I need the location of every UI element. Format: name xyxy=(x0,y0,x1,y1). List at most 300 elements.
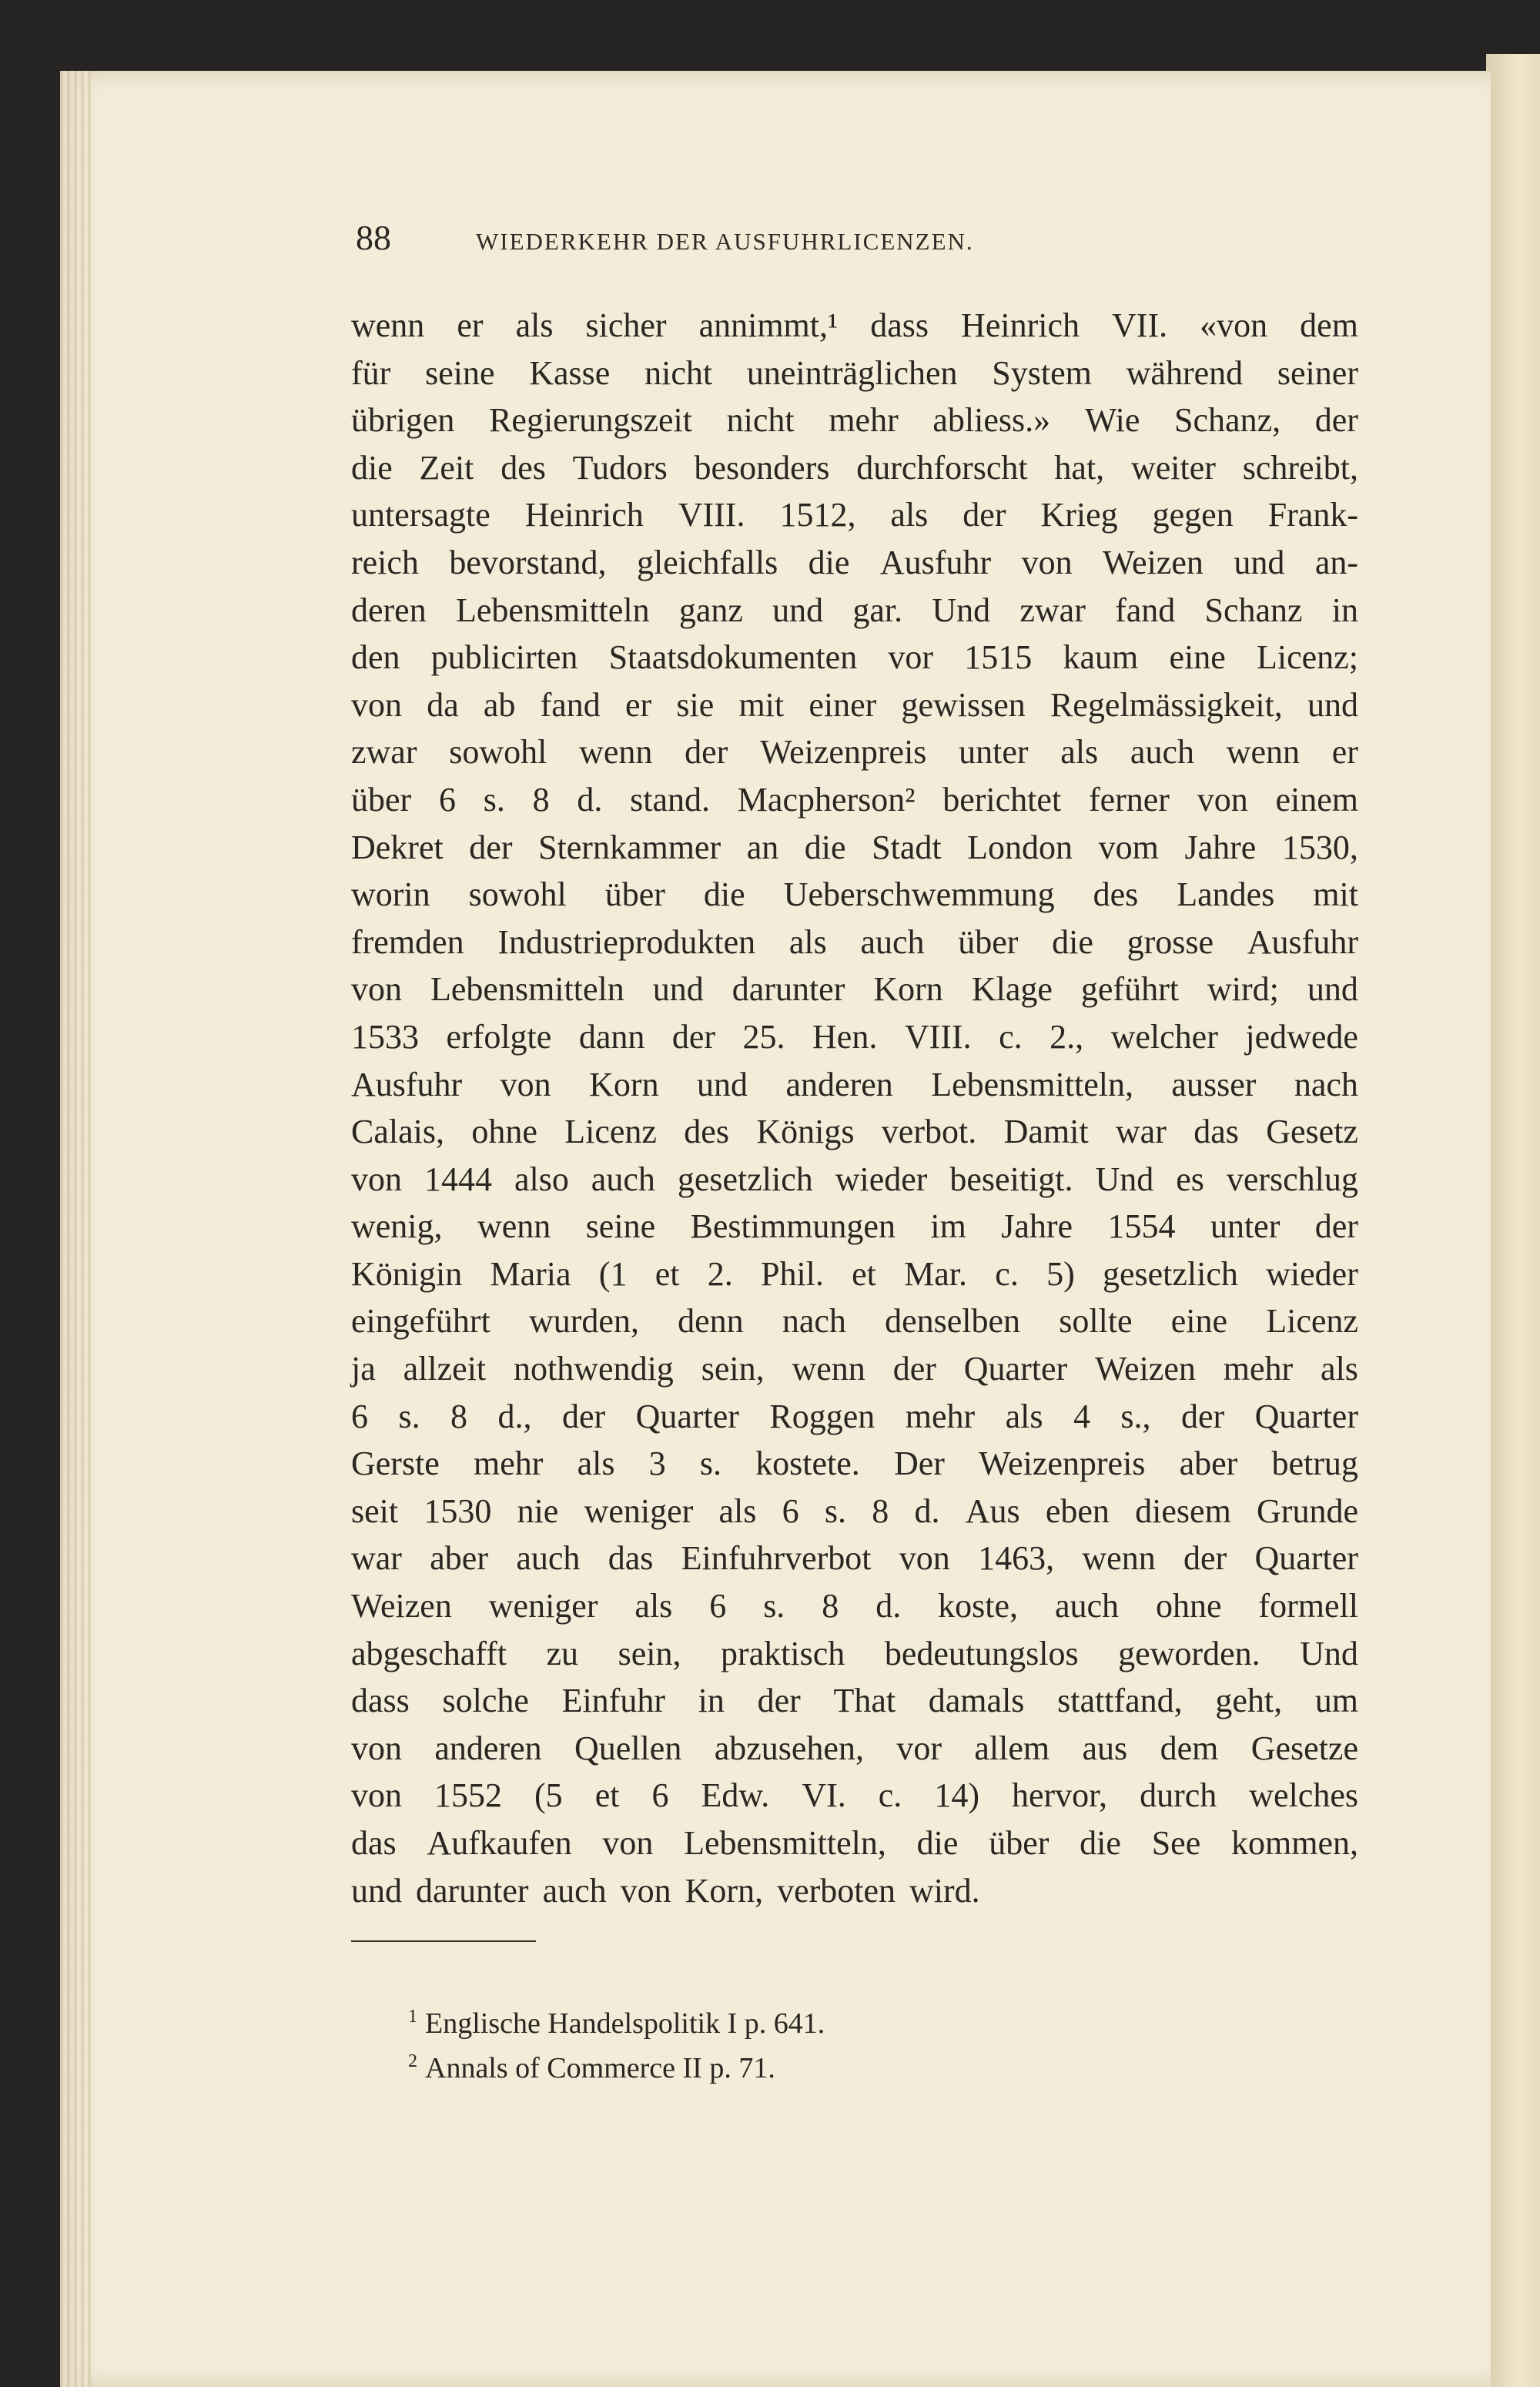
word: der xyxy=(892,1350,936,1388)
word: der xyxy=(1183,1539,1227,1578)
word: ferner xyxy=(1088,780,1170,819)
word: welches xyxy=(1249,1776,1358,1815)
word: denselben xyxy=(885,1302,1021,1341)
word: weiter xyxy=(1130,448,1216,487)
word: sowohl xyxy=(468,875,567,914)
text-line xyxy=(351,966,1358,1013)
text-line xyxy=(351,919,1358,966)
word: Quarter xyxy=(963,1350,1068,1388)
word: mit xyxy=(1313,875,1358,914)
word: VIII. xyxy=(904,1017,972,1056)
word: Ausfuhr xyxy=(879,543,992,581)
word: Tudors xyxy=(572,448,668,487)
word: Einfuhr xyxy=(561,1682,665,1720)
word: VI. xyxy=(802,1776,846,1815)
word: die xyxy=(351,448,393,487)
word: über xyxy=(604,875,665,914)
word: zwar xyxy=(1019,591,1086,629)
footnote-marker: 1 xyxy=(408,2007,417,2027)
word: von xyxy=(602,1824,654,1862)
word: fremden xyxy=(351,922,464,961)
word: über xyxy=(351,780,412,819)
word: ab xyxy=(483,685,516,724)
word: als xyxy=(634,1587,673,1625)
word: 1463, xyxy=(978,1539,1055,1578)
word: verboten xyxy=(777,1871,896,1910)
word: zu xyxy=(546,1634,579,1672)
word: vor xyxy=(896,1729,942,1767)
word: Heinrich xyxy=(524,496,644,534)
word: Edw. xyxy=(701,1776,770,1815)
word: bedeutungslos xyxy=(884,1634,1079,1672)
word: d. xyxy=(875,1587,902,1625)
word: s. xyxy=(699,1445,721,1483)
word: darunter xyxy=(416,1871,529,1910)
word: vor xyxy=(888,638,934,677)
word: Schanz xyxy=(1204,591,1303,629)
word: geht, xyxy=(1215,1682,1283,1720)
word: kaum xyxy=(1063,638,1139,677)
word: 6 xyxy=(709,1587,727,1625)
word: im xyxy=(930,1207,966,1246)
word: mit xyxy=(738,685,785,724)
word: nach xyxy=(782,1302,846,1341)
word: 1515 xyxy=(964,638,1033,677)
word: von xyxy=(351,970,402,1009)
word: dass xyxy=(351,1682,410,1720)
text-line xyxy=(351,1345,1358,1393)
word: See xyxy=(1151,1824,1201,1862)
word: des xyxy=(1093,875,1139,914)
text-line xyxy=(351,491,1358,539)
word: Jahre xyxy=(1184,828,1257,866)
word: und xyxy=(772,591,824,629)
text-line xyxy=(351,1203,1358,1250)
word: der xyxy=(962,496,1006,534)
word: unter xyxy=(1210,1207,1281,1246)
word: als xyxy=(890,496,929,534)
word: 5) xyxy=(1046,1254,1075,1293)
word: 3 xyxy=(648,1445,666,1483)
word: mehr xyxy=(1223,1350,1294,1388)
word: von xyxy=(500,1065,551,1103)
word: da xyxy=(427,685,459,724)
word: Quarter xyxy=(635,1397,739,1435)
word: Regelmässigkeit, xyxy=(1050,685,1283,724)
word: (5 xyxy=(534,1776,563,1815)
word: et xyxy=(852,1254,876,1293)
word: System xyxy=(992,353,1092,392)
word: Lebensmitteln xyxy=(430,970,624,1009)
word: gleichfalls xyxy=(636,543,778,581)
word: der xyxy=(685,733,728,772)
word: wenn xyxy=(792,1350,865,1388)
word: wird. xyxy=(909,1871,980,1910)
word: hat, xyxy=(1054,448,1105,487)
text-line xyxy=(351,1867,1358,1915)
word: Weizen xyxy=(351,1587,452,1625)
word: eine xyxy=(1170,1302,1228,1341)
word: Weizen xyxy=(1095,1350,1196,1388)
word: Weizenpreis xyxy=(760,733,927,772)
word: zwar xyxy=(351,733,417,772)
word: ausser xyxy=(1171,1065,1257,1103)
word: dem xyxy=(1300,306,1358,344)
word: war xyxy=(1115,1113,1167,1151)
word: 1552 xyxy=(434,1776,503,1815)
word: die xyxy=(804,828,846,866)
word: Licenz xyxy=(564,1113,657,1151)
word: betrug xyxy=(1271,1445,1358,1483)
word: auch xyxy=(1054,1587,1120,1625)
word: Der xyxy=(893,1445,945,1483)
text-line xyxy=(351,1156,1358,1204)
word: den xyxy=(351,638,400,677)
word: 14) xyxy=(934,1776,979,1815)
word: Ausfuhr xyxy=(351,1065,463,1103)
word: war xyxy=(351,1539,402,1578)
word: allem xyxy=(974,1729,1050,1767)
word: worin xyxy=(351,875,430,914)
word: welcher xyxy=(1110,1017,1218,1056)
word: Mar. xyxy=(904,1254,968,1293)
word: abzusehen, xyxy=(714,1729,864,1767)
word: uneinträglichen xyxy=(746,353,958,392)
word: nicht xyxy=(726,401,795,440)
word: er xyxy=(457,306,484,344)
word: einem xyxy=(1275,780,1358,819)
text-line xyxy=(351,1108,1358,1156)
word: geworden. xyxy=(1118,1634,1260,1672)
word: d. xyxy=(914,1491,940,1530)
word: seine xyxy=(585,1207,656,1246)
word: an- xyxy=(1314,543,1358,581)
word: auch xyxy=(542,1871,607,1910)
footnote-text: Annals of Commerce II p. 71. xyxy=(425,2052,775,2084)
word: der xyxy=(757,1682,801,1720)
word: wenn xyxy=(477,1207,551,1246)
word: c. xyxy=(999,1017,1023,1056)
text-line xyxy=(351,1488,1358,1535)
page-number: 88 xyxy=(356,218,391,257)
body-text xyxy=(351,302,1358,1914)
text-line xyxy=(351,1535,1358,1582)
word: 2., xyxy=(1050,1017,1084,1056)
word: Quarter xyxy=(1254,1397,1358,1435)
word: eine xyxy=(1169,638,1226,677)
word: auch xyxy=(1130,733,1194,772)
word: auch xyxy=(516,1539,581,1578)
word: c. xyxy=(878,1776,902,1815)
word: von xyxy=(351,1729,402,1767)
word: er xyxy=(1331,733,1358,772)
text-line xyxy=(351,1297,1358,1345)
word: wenn xyxy=(351,306,425,344)
word: sollte xyxy=(1059,1302,1133,1341)
word: durch xyxy=(1140,1776,1217,1815)
text-line xyxy=(351,1061,1358,1109)
word: gesetzlich xyxy=(1102,1254,1238,1293)
word: als xyxy=(1321,1350,1358,1388)
word: gesetzlich xyxy=(677,1160,813,1198)
word: Und xyxy=(1300,1634,1358,1672)
text-line xyxy=(351,776,1358,824)
word: anderen xyxy=(434,1729,542,1767)
word: er xyxy=(625,685,652,724)
word: s., xyxy=(1120,1397,1151,1435)
text-line xyxy=(351,539,1358,587)
word: nie xyxy=(517,1491,559,1530)
word: die xyxy=(808,543,850,581)
word: verschlug xyxy=(1226,1160,1358,1198)
word: Sternkammer xyxy=(538,828,721,866)
word: als xyxy=(788,922,827,961)
text-line xyxy=(351,1582,1358,1630)
word: wenn xyxy=(1226,733,1301,772)
word: beseitigt. xyxy=(949,1160,1073,1198)
word: auch xyxy=(591,1160,655,1198)
word: die xyxy=(916,1824,959,1862)
word: 1512, xyxy=(779,496,856,534)
word: aus xyxy=(1082,1729,1128,1767)
footnote xyxy=(408,2039,1178,2084)
word: hervor, xyxy=(1011,1776,1108,1815)
word: fand xyxy=(1115,591,1176,629)
word: aber xyxy=(1179,1445,1238,1483)
word: Maria xyxy=(490,1254,571,1293)
word: die xyxy=(1080,1824,1121,1862)
word: 6 xyxy=(351,1397,368,1435)
word: Gesetz xyxy=(1266,1113,1358,1151)
word: Korn xyxy=(873,970,943,1009)
word: dem xyxy=(1160,1729,1219,1767)
word: der xyxy=(1314,1207,1358,1246)
word: an xyxy=(746,828,779,866)
word: Jahre xyxy=(1001,1207,1073,1246)
word: und xyxy=(351,1871,402,1910)
text-line xyxy=(351,1820,1358,1867)
word: aber xyxy=(430,1539,488,1578)
word: sicher xyxy=(585,306,667,344)
word: 6 xyxy=(782,1491,799,1530)
word: Bestimmungen xyxy=(690,1207,896,1246)
word: Quarter xyxy=(1254,1539,1358,1578)
word: die xyxy=(703,875,745,914)
word: Königs xyxy=(756,1113,855,1151)
word: 1530, xyxy=(1281,828,1358,866)
word: Wie xyxy=(1084,401,1140,440)
word: London xyxy=(967,828,1073,866)
word: wenn xyxy=(579,733,653,772)
word: Calais, xyxy=(351,1113,444,1151)
word: wieder xyxy=(835,1160,928,1198)
word: dann xyxy=(578,1017,645,1056)
word: nothwendig xyxy=(514,1350,674,1388)
word: grosse xyxy=(1127,922,1214,961)
word: 25. xyxy=(742,1017,785,1056)
word: mehr xyxy=(905,1397,976,1435)
word: nicht xyxy=(644,353,713,392)
word: abliess.» xyxy=(932,401,1051,440)
word: ohne xyxy=(471,1113,537,1151)
word: 4 xyxy=(1073,1397,1090,1435)
word: unter xyxy=(959,733,1029,772)
word: VIII. xyxy=(678,496,745,534)
footnote-text: Englische Handelspolitik I p. 641. xyxy=(425,2007,825,2040)
word: gegen xyxy=(1152,496,1234,534)
word: für xyxy=(351,353,391,392)
word: deren xyxy=(351,591,427,629)
word: Gerste xyxy=(351,1445,440,1483)
word: praktisch xyxy=(721,1634,845,1672)
word: 8 xyxy=(872,1491,889,1530)
text-line xyxy=(351,587,1358,634)
text-line xyxy=(351,634,1358,681)
word: s. xyxy=(824,1491,847,1530)
word: besonders xyxy=(694,448,830,487)
word: formell xyxy=(1258,1587,1358,1625)
word: Korn, xyxy=(685,1871,764,1910)
word: schreibt, xyxy=(1242,448,1358,487)
word: um xyxy=(1314,1682,1358,1720)
word: von xyxy=(351,685,402,724)
word: Hen. xyxy=(812,1017,878,1056)
word: anderen xyxy=(785,1065,893,1103)
word: von xyxy=(899,1539,950,1578)
word: Licenz xyxy=(1266,1302,1358,1341)
running-head: WIEDERKEHR DER AUSFUHRLICENZEN. xyxy=(476,228,974,255)
word: Klage xyxy=(971,970,1053,1009)
word: berichtet xyxy=(942,780,1062,819)
word: Phil. xyxy=(760,1254,824,1293)
word: von xyxy=(1197,780,1248,819)
word: ja xyxy=(351,1350,376,1388)
word: geführt xyxy=(1080,970,1179,1009)
text-line xyxy=(351,1725,1358,1773)
word: Lebensmitteln, xyxy=(931,1065,1133,1103)
word: und xyxy=(697,1065,748,1103)
word: seiner xyxy=(1277,353,1358,392)
word: kostete. xyxy=(755,1445,860,1483)
word: weniger xyxy=(584,1491,694,1530)
word: 8 xyxy=(822,1587,839,1625)
word: des xyxy=(500,448,546,487)
word: in xyxy=(698,1682,725,1720)
word: Stadt xyxy=(872,828,942,866)
word: wird; xyxy=(1207,970,1279,1009)
word: darunter xyxy=(732,970,845,1009)
word: untersagte xyxy=(351,496,490,534)
word: ganz xyxy=(678,591,743,629)
word: eben xyxy=(1045,1491,1110,1530)
text-line xyxy=(351,1250,1358,1298)
text-line xyxy=(351,302,1358,350)
word: dass xyxy=(870,306,929,344)
word: Zeit xyxy=(419,448,474,487)
word: sein, xyxy=(701,1350,765,1388)
word: Lebensmitteln, xyxy=(684,1824,886,1862)
word: durchforscht xyxy=(856,448,1028,487)
word: Frank- xyxy=(1267,496,1358,534)
text-line xyxy=(351,728,1358,776)
word: mehr xyxy=(829,401,899,440)
word: solche xyxy=(442,1682,529,1720)
footnotes xyxy=(408,1994,1178,2084)
word: Heinrich xyxy=(961,306,1080,344)
word: Damit xyxy=(1003,1113,1089,1151)
text-line xyxy=(351,871,1358,919)
word: koste, xyxy=(938,1587,1019,1625)
word: s. xyxy=(398,1397,420,1435)
word: Aus xyxy=(965,1491,1020,1530)
word: über xyxy=(958,922,1019,961)
word: Grunde xyxy=(1257,1491,1358,1530)
word: Kasse xyxy=(529,353,611,392)
word: als xyxy=(1060,733,1099,772)
word: d. xyxy=(577,780,603,819)
text-line xyxy=(351,1630,1358,1678)
word: d., xyxy=(497,1397,532,1435)
word: Roggen xyxy=(769,1397,875,1435)
word: reich xyxy=(351,543,419,581)
text-line xyxy=(351,1440,1358,1488)
footnote xyxy=(408,1994,1178,2039)
word: s. xyxy=(763,1587,785,1625)
word: abgeschafft xyxy=(351,1634,507,1672)
word: damals xyxy=(928,1682,1025,1720)
word: seit xyxy=(351,1491,399,1530)
word: der xyxy=(469,828,513,866)
word: der xyxy=(1314,401,1358,440)
text-line xyxy=(351,1772,1358,1820)
word: wurden, xyxy=(529,1302,639,1341)
word: und xyxy=(1307,685,1358,724)
word: jedwede xyxy=(1245,1017,1358,1056)
word: 1530 xyxy=(424,1491,492,1530)
word: das xyxy=(351,1824,397,1862)
word: publicirten xyxy=(430,638,578,677)
word: stand. xyxy=(630,780,711,819)
word: als xyxy=(515,306,554,344)
word: 1533 xyxy=(351,1017,419,1056)
word: in xyxy=(1331,591,1358,629)
word: wenig, xyxy=(351,1207,443,1246)
word: Lebensmitteln xyxy=(455,591,650,629)
word: Ueberschwemmung xyxy=(783,875,1055,914)
word: Weizen xyxy=(1103,543,1204,581)
word: der xyxy=(561,1397,606,1435)
word: Industrieprodukten xyxy=(497,922,756,961)
word: et xyxy=(654,1254,680,1293)
word: sowohl xyxy=(449,733,547,772)
word: Regierungszeit xyxy=(489,401,692,440)
word: Gesetze xyxy=(1250,1729,1358,1767)
word: That xyxy=(833,1682,896,1720)
word: als xyxy=(718,1491,757,1530)
word: gar. xyxy=(852,591,903,629)
word: gewissen xyxy=(901,685,1026,724)
word: sein, xyxy=(618,1634,681,1672)
word: es xyxy=(1176,1160,1204,1198)
word: der xyxy=(1180,1397,1225,1435)
word: 1554 xyxy=(1107,1207,1176,1246)
word: des xyxy=(684,1113,729,1151)
text-line xyxy=(351,444,1358,492)
word: Dekret xyxy=(351,828,444,866)
word: c. xyxy=(995,1254,1019,1293)
word: allzeit xyxy=(403,1350,487,1388)
word: sie xyxy=(676,685,715,724)
